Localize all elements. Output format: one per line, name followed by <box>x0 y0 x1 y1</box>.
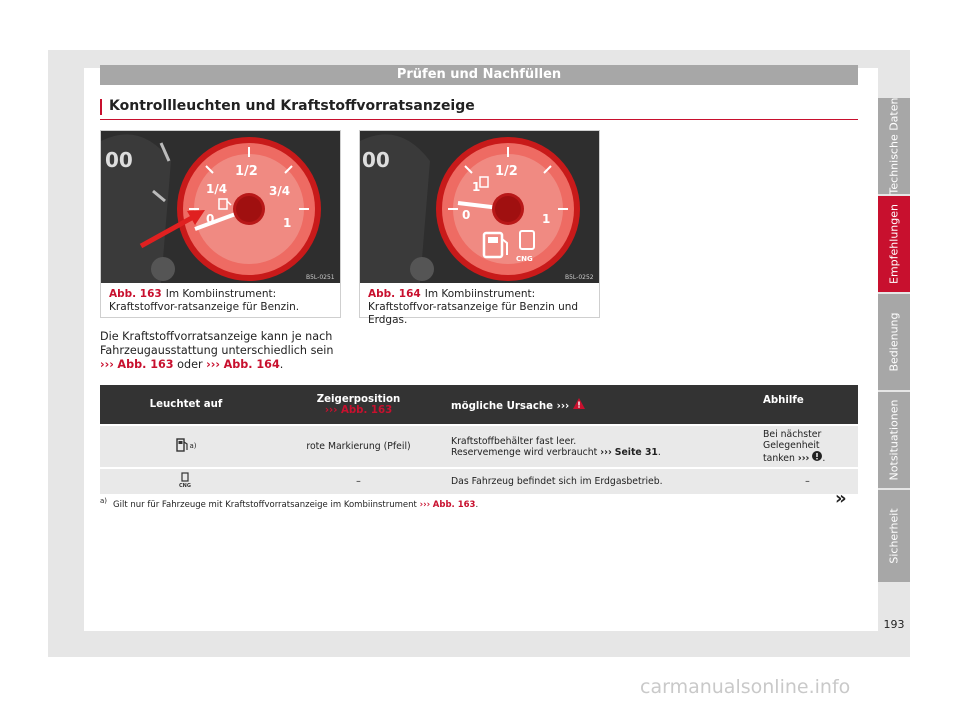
gauge-mark-three-quarter: 3/4 <box>269 184 291 198</box>
tab-empfehlungen[interactable] <box>878 196 910 292</box>
tab-sicherheit[interactable] <box>878 490 910 582</box>
remedy-text: Bei nächster Gelegenheit tanken <box>763 429 822 464</box>
figure-label: Abb. 164 <box>368 288 421 300</box>
figure-164 <box>359 130 600 326</box>
cng-label: CNG <box>516 255 533 263</box>
figure-caption-text: Im Kombiinstrument: Kraftstoffvor-ratsanzeige für Benzin und Erdgas. <box>368 288 579 326</box>
cause-line-2: Reservemenge wird verbraucht <box>451 446 598 458</box>
figure-caption <box>109 288 334 314</box>
tab-label: Empfehlungen <box>887 204 901 284</box>
cng-icon-label: CNG <box>179 483 191 488</box>
footnote-mark: a) <box>100 497 108 505</box>
section-title: Kontrollleuchten und Kraftstoffvorratsanzeige <box>100 98 475 114</box>
ref-arrow-icon: ››› <box>419 499 431 510</box>
intro-ref-164[interactable]: Abb. 164 <box>223 358 280 371</box>
intro-paragraph: Die Kraftstoffvorratsanzeige kann je nach Fahrzeugausstattung unterschiedlich sein ››› Abb. 163 oder ››› Abb. 164. <box>100 330 334 371</box>
tab-label: Notsituationen <box>887 399 901 481</box>
ref-arrow-icon: ››› <box>324 404 338 416</box>
cause-line-1: Kraftstoffbehälter fast leer. <box>451 435 577 447</box>
table-footnote: $^{a)}$ Gilt nur für Fahrzeuge mit Kraftstoffvorratsanzeige im Kombiinstrument ››› Abb. 163. <box>100 497 479 510</box>
dial-left-label: 00 <box>362 148 390 172</box>
cng-fuel-icon <box>178 472 194 488</box>
header-lights-on: Leuchtet auf <box>100 385 272 425</box>
header-possible-cause <box>445 385 757 425</box>
cell-remedy: Bei nächster Gelegenheit tanken ››› . <box>757 425 858 468</box>
table-row <box>100 468 858 494</box>
cell-remedy: – <box>757 468 858 494</box>
gauge-mark-half: 1/2 <box>235 164 258 179</box>
warning-triangle-icon <box>573 398 585 409</box>
intro-text: Die Kraftstoffvorratsanzeige kann je nach Fahrzeugausstattung unterschiedlich sein <box>100 330 334 357</box>
footnote-ref[interactable]: Abb. 163 <box>432 499 476 510</box>
ref-arrow-icon: ››› <box>206 358 220 371</box>
gauge-mark-full: 1 <box>283 216 292 230</box>
fuel-pump-icon <box>175 438 189 452</box>
gauge-mark-half: 1/2 <box>495 164 518 179</box>
tab-label: Technische Daten <box>887 97 901 195</box>
fuel-gauge-cng-image <box>360 131 599 283</box>
dial-left-label: 00 <box>105 148 133 172</box>
gauge-mark-quarter: 1/4 <box>206 182 228 196</box>
gauge-mark-full: 1 <box>542 212 551 226</box>
gauge-mark-full-petrol: 1 <box>472 180 481 194</box>
fuel-gauge-petrol-image <box>101 131 340 283</box>
ref-arrow-icon: ››› <box>797 453 810 464</box>
header-pointer-ref[interactable]: Abb. 163 <box>341 404 393 416</box>
footnote-text: Gilt nur für Fahrzeuge mit Kraftstoffvorratsanzeige im Kombiinstrument <box>113 499 417 510</box>
warning-light-table <box>100 385 858 494</box>
ref-arrow-icon: ››› <box>100 358 114 371</box>
image-code: B5L-0252 <box>565 274 594 281</box>
footnote-mark: a) <box>189 441 197 450</box>
table-row <box>100 425 858 468</box>
cell-position: – <box>272 468 445 494</box>
continue-arrow-icon: » <box>835 488 847 509</box>
intro-ref-163[interactable]: Abb. 163 <box>117 358 174 371</box>
chapter-header: Prüfen und Nachfüllen <box>100 65 858 85</box>
section-divider <box>100 119 858 120</box>
tab-bedienung[interactable] <box>878 294 910 390</box>
table-header-row <box>100 385 858 425</box>
header-pointer-label: Zeigerposition <box>316 393 401 405</box>
info-exclamation-icon <box>812 451 822 461</box>
tab-notsituationen[interactable] <box>878 392 910 488</box>
cause-ref[interactable]: Seite 31 <box>614 446 658 458</box>
cell-cause: Kraftstoffbehälter fast leer. Reservemenge wird verbraucht ››› Seite 31. <box>445 425 757 468</box>
cell-light <box>100 468 272 494</box>
header-remedy: Abhilfe <box>757 385 858 425</box>
gauge-mark-empty: 0 <box>206 212 215 226</box>
figure-caption <box>368 288 593 327</box>
image-code: B5L-0251 <box>306 274 335 281</box>
header-pointer-position <box>272 385 445 425</box>
watermark: carmanualsonline.info <box>640 676 851 698</box>
tab-label: Sicherheit <box>887 508 901 564</box>
tab-label: Bedienung <box>887 312 901 372</box>
figure-caption-text: Im Kombiinstrument: Kraftstoffvor-ratsanzeige für Benzin. <box>109 288 300 313</box>
figure-label: Abb. 163 <box>109 288 162 300</box>
ref-arrow-icon: ››› <box>600 446 612 458</box>
header-cause-label: mögliche Ursache <box>451 400 554 412</box>
page-number: 193 <box>883 618 905 631</box>
ref-arrow-icon: ››› <box>556 400 570 412</box>
cell-light <box>100 425 272 468</box>
cell-cause: Das Fahrzeug befindet sich im Erdgasbetrieb. <box>445 468 757 494</box>
intro-or: oder <box>177 358 203 371</box>
gauge-mark-empty: 0 <box>462 208 471 222</box>
figure-163 <box>100 130 341 318</box>
cell-position: rote Markierung (Pfeil) <box>272 425 445 468</box>
tab-technische-daten[interactable] <box>878 98 910 194</box>
